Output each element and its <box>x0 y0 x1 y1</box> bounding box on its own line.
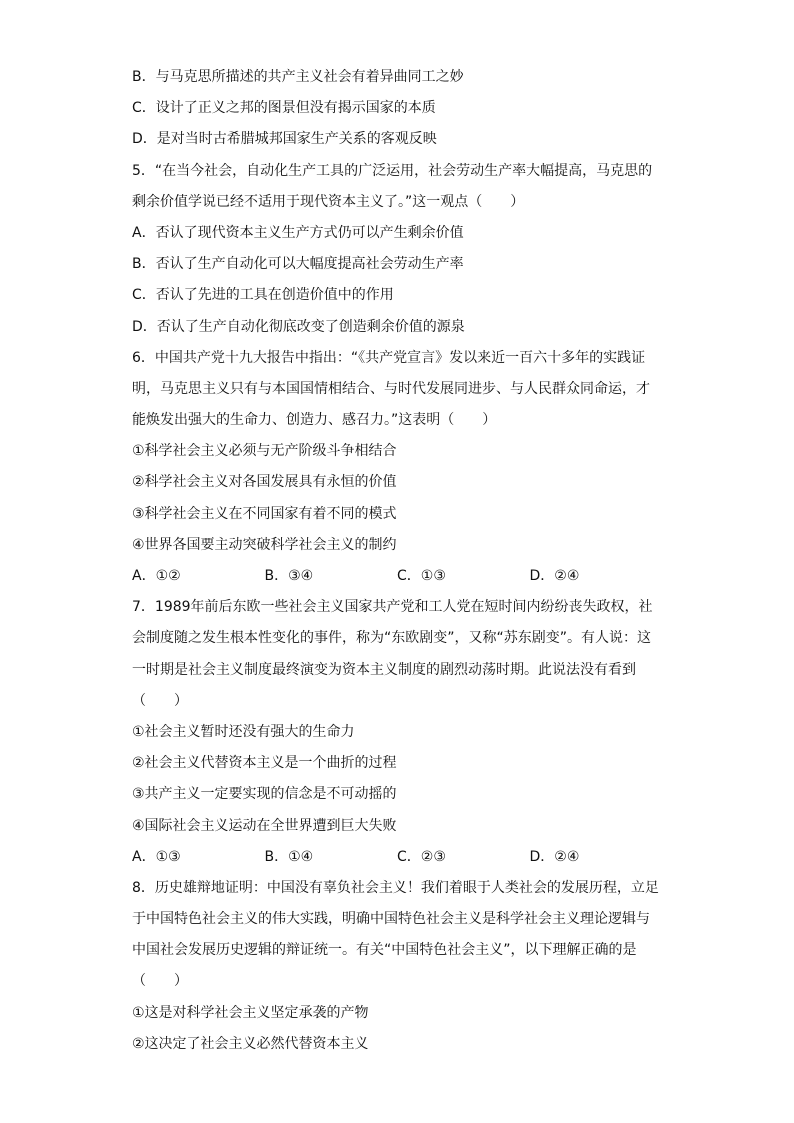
q5-option-d: D．否认了生产自动化彻底改变了创造剩余价值的源泉 <box>132 318 465 335</box>
q6-stem-line-3: 能焕发出强大的生命力、创造力、感召力。”这表明（ ） <box>132 412 497 429</box>
q7-option-b: B．①④ <box>264 848 314 865</box>
q7-option-c: C．②③ <box>397 848 446 865</box>
q8-statement-2: ②这决定了社会主义必然代替资本主义 <box>132 1035 369 1052</box>
q7-statement-3: ③共产主义一定要实现的信念是不可动摇的 <box>132 786 397 803</box>
q7-statement-1: ①社会主义暂时还没有强大的生命力 <box>132 723 355 740</box>
q8-stem-line-4: （ ） <box>132 973 188 990</box>
q7-stem-line-3: 一时期是社会主义制度最终演变为资本主义制度的剧烈动荡时期。此说法没有看到 <box>132 661 636 678</box>
q8-statement-1: ①这是对科学社会主义坚定承袭的产物 <box>132 1004 369 1021</box>
q7-statement-2: ②社会主义代替资本主义是一个曲折的过程 <box>132 755 397 772</box>
q6-option-c: C．①③ <box>397 568 446 584</box>
q5-option-b: B．否认了生产自动化可以大幅度提高社会劳动生产率 <box>132 256 464 273</box>
q8-stem-line-3: 中国社会发展历史逻辑的辩证统一。有关“中国特色社会主义”，以下理解正确的是 <box>132 942 637 959</box>
q6-statement-4: ④世界各国要主动突破科学社会主义的制约 <box>132 536 397 553</box>
q7-stem-line-2: 会制度随之发生根本性变化的事件，称为“东欧剧变”，又称“苏东剧变”。有人说：这 <box>132 630 652 647</box>
q5-option-c: C．否认了先进的工具在创造价值中的作用 <box>132 287 394 304</box>
q7-option-d: D．②④ <box>529 848 580 865</box>
q6-stem-line-1: 6．中国共产党十九大报告中指出：“《共产党宣言》发以来近一百六十多年的实践证 <box>132 349 646 366</box>
page-content <box>132 62 662 1060</box>
q7-stem-line-4: （ ） <box>132 692 188 709</box>
q4-option-d: D．是对当时古希腊城邦国家生产关系的客观反映 <box>132 131 437 148</box>
q5-stem-line-1: 5．“在当今社会，自动化生产工具的广泛运用，社会劳动生产率大幅提高，马克思的 <box>132 162 653 179</box>
q6-option-d: D．②④ <box>529 568 580 584</box>
q7-options <box>132 842 662 873</box>
q6-statement-3: ③科学社会主义在不同国家有着不同的模式 <box>132 505 397 522</box>
q5-option-a: A．否认了现代资本主义生产方式仍可以产生剩余价值 <box>132 224 464 241</box>
q7-statement-4: ④国际社会主义运动在全世界遭到巨大失败 <box>132 817 397 834</box>
q6-statement-2: ②科学社会主义对各国发展具有永恒的价值 <box>132 474 397 491</box>
q7-option-a: A．①③ <box>132 848 181 865</box>
q5-stem-line-2: 剩余价值学说已经不适用于现代资本主义了。”这一观点（ ） <box>132 193 525 210</box>
q6-option-b: B．③④ <box>264 568 314 584</box>
q8-stem-line-1: 8．历史雄辩地证明：中国没有辜负社会主义！我们着眼于人类社会的发展历程，立足 <box>132 879 659 896</box>
q6-statement-1: ①科学社会主义必须与无产阶级斗争相结合 <box>132 443 397 460</box>
q6-option-a: A．①② <box>132 568 181 584</box>
q8-stem-line-2: 于中国特色社会主义的伟大实践，明确中国特色社会主义是科学社会主义理论逻辑与 <box>132 911 650 928</box>
q4-option-c: C．设计了正义之邦的图景但没有揭示国家的本质 <box>132 100 436 117</box>
q6-options <box>132 561 662 592</box>
q4-option-b: B．与马克思所描述的共产主义社会有着异曲同工之妙 <box>132 69 464 85</box>
q7-stem-line-1: 7．1989年前后东欧一些社会主义国家共产党和工人党在短时间内纷纷丧失政权，社 <box>132 599 653 616</box>
q6-stem-line-2: 明，马克思主义只有与本国国情相结合、与时代发展同进步、与人民群众同命运，才 <box>132 380 650 397</box>
